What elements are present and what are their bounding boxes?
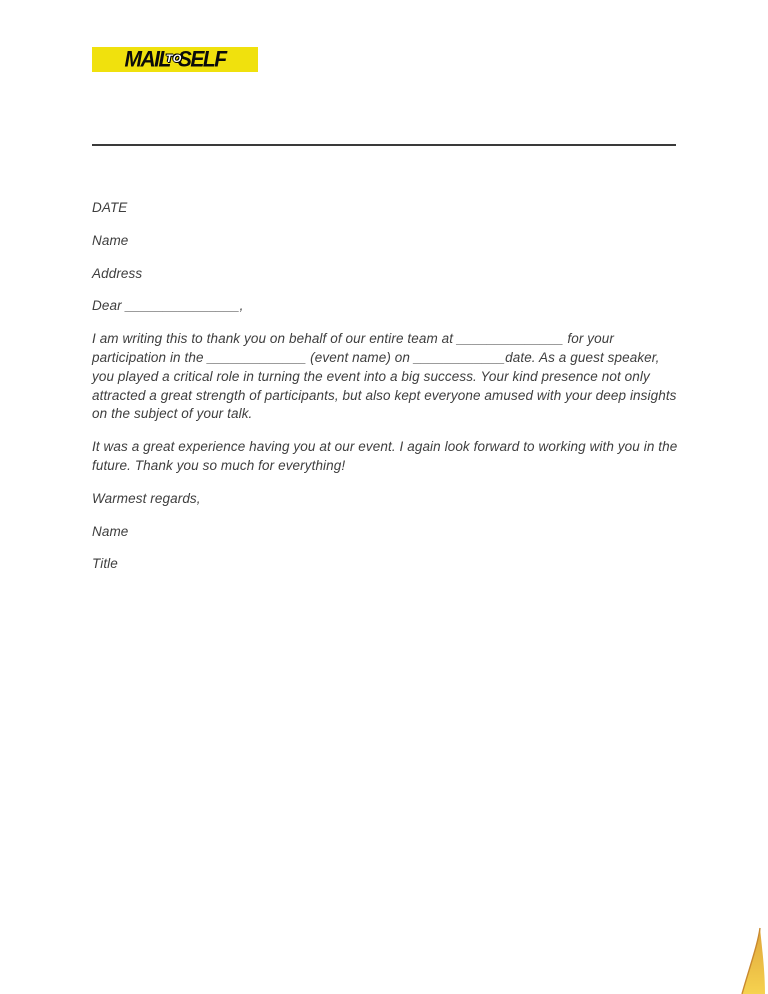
signature-name-placeholder: Name [92, 523, 129, 539]
salutation: Dear _______________, [92, 298, 244, 314]
recipient-name-placeholder: Name [92, 232, 129, 248]
brand-logo [92, 47, 258, 72]
corner-decoration-swoosh [738, 924, 768, 994]
date-placeholder: DATE [92, 200, 128, 215]
logo-text-self: SELF [177, 47, 226, 72]
header-divider [92, 144, 676, 146]
closing: Warmest regards, [92, 490, 201, 506]
body-paragraph-2: It was a great experience having you at our event. I again look forward to working with you in the future. Thank you so much for everything! [92, 439, 678, 473]
body-paragraph-1: I am writing this to thank you on behalf of our entire team at ______________ for your participation in the _____________ (event name) on ____________date. As a guest speaker, you played a critical role in turning the event into a big success. Your kind presence not only attracted a great strength of participants, but also kept everyone amused with your deep insights on the subject of your talk. [92, 331, 677, 422]
signature-title-placeholder: Title [92, 556, 118, 572]
logo-text-mail: MAIL [124, 47, 170, 72]
letter-body [92, 199, 678, 588]
recipient-address-placeholder: Address [92, 265, 143, 281]
logo-text-to: TO [165, 53, 182, 65]
